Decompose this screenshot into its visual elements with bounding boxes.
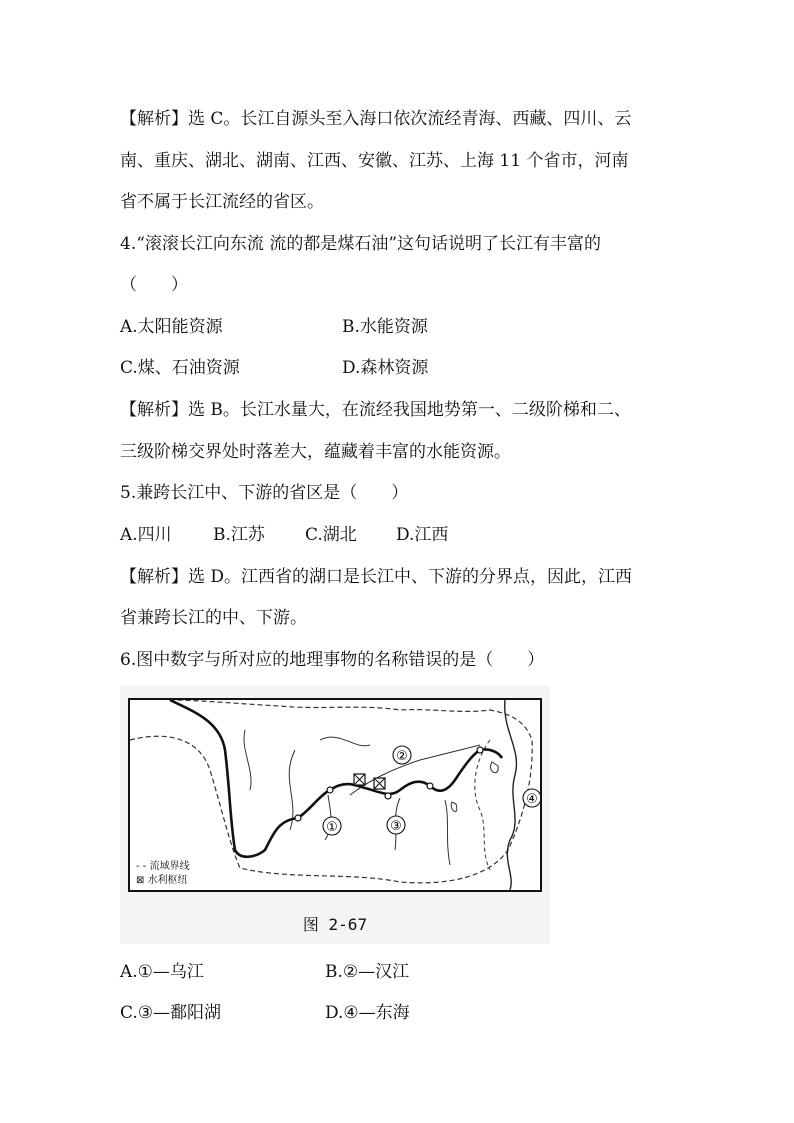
q4-option-b: B.水能资源 <box>342 317 428 337</box>
marker-2-label: ② <box>396 749 408 764</box>
gan-river <box>445 800 450 865</box>
dashed-line-icon: - - <box>136 861 150 872</box>
map-drawing <box>130 700 540 890</box>
legend-boundary-label: 流域界线 <box>149 861 190 872</box>
q4-option-c: C.煤、石油资源 <box>120 358 240 378</box>
q3-analysis-line-2: 南、重庆、湖北、湖南、江西、安徽、江苏、上海 11 个省市，河南 <box>120 151 629 171</box>
city-dot-1 <box>295 815 301 821</box>
dam-three-gorges-icon <box>354 774 365 785</box>
q5-option-b: B.江苏 <box>213 525 265 545</box>
q6-stem: 6.图中数字与所对应的地理事物的名称错误的是（ ） <box>120 650 545 670</box>
q6-option-d: D.④—东海 <box>325 1003 410 1023</box>
city-dot-2 <box>327 787 333 793</box>
dam-symbol-icon: ⊠ <box>136 875 148 886</box>
q4-analysis-line-1: 【解析】选 B。长江水量大，在流经我国地势第一、二级阶梯和二、 <box>120 400 631 420</box>
legend-dam-label: 水利枢纽 <box>147 875 188 886</box>
taihu-lake <box>490 762 498 773</box>
map-legend <box>136 860 190 888</box>
q3-analysis-line-3: 省不属于长江流经的省区。 <box>120 192 324 212</box>
q6-option-a: A.①—乌江 <box>120 962 204 982</box>
q4-analysis-line-2: 三级阶梯交界处时落差大，蕴藏着丰富的水能资源。 <box>120 442 511 462</box>
poyang-lake <box>451 802 457 812</box>
q4-option-a: A.太阳能资源 <box>120 317 223 337</box>
figure-caption: 图 2-67 <box>302 915 368 934</box>
marker-3-label: ③ <box>390 819 402 834</box>
q6-option-b: B.②—汉江 <box>325 962 410 982</box>
q5-analysis-line-1: 【解析】选 D。江西省的湖口是长江中、下游的分界点，因此，江西 <box>120 567 633 587</box>
q4-stem-line-2: （ ） <box>120 275 188 295</box>
city-dot-5 <box>477 747 483 753</box>
city-dot-3 <box>385 793 391 799</box>
tributary-north-1 <box>244 730 251 790</box>
legend-dam-row <box>136 874 190 888</box>
coastline <box>505 700 517 890</box>
tributary-han-upper <box>320 737 370 746</box>
legend-boundary-row <box>136 860 190 874</box>
marker-4-label: ④ <box>526 792 538 807</box>
q3-analysis-line-1: 【解析】选 C。长江自源头至入海口依次流经青海、西藏、四川、云 <box>120 109 632 129</box>
q5-analysis-line-2: 省兼跨长江的中、下游。 <box>120 608 307 628</box>
q4-stem-line-1: 4.“滚滚长江向东流 流的都是煤石油”这句话说明了长江有丰富的 <box>120 234 602 254</box>
dam-gezhouba-icon <box>374 778 385 789</box>
city-dot-4 <box>427 783 433 789</box>
q6-option-c: C.③—鄱阳湖 <box>120 1003 222 1023</box>
province-boundary-line <box>475 740 490 870</box>
q5-option-a: A.四川 <box>120 525 172 545</box>
marker-1-label: ① <box>326 820 338 835</box>
q5-option-d: D.江西 <box>396 525 449 545</box>
yangtze-basin-map <box>128 698 542 892</box>
yangtze-map-figure <box>120 686 550 944</box>
q4-option-d: D.森林资源 <box>342 358 429 378</box>
q5-stem: 5.兼跨长江中、下游的省区是（ ） <box>120 483 409 503</box>
q5-option-c: C.湖北 <box>305 525 357 545</box>
